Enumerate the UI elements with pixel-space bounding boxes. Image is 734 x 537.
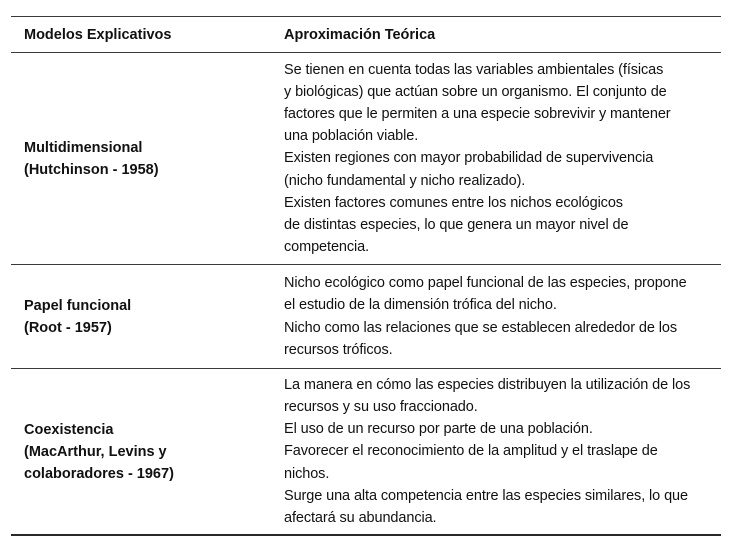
header-modelos-explicativos: Modelos Explicativos [24,26,172,43]
model-cell [11,137,273,181]
approach-text-line: una población viable. [284,128,419,145]
approach-text-line: competencia. [284,239,370,256]
approach-cell [273,374,721,529]
model-author-line: colaboradores - 1967) [24,465,174,482]
approach-text-line: factores que le permiten a una especie sobrevivir y mantener [284,105,671,122]
approach-text-line: nichos. [284,465,330,482]
table-row [11,265,721,368]
table-row [11,53,721,264]
approach-text-line: Existen regiones con mayor probabilidad de supervivencia [284,150,654,167]
model-author-line: (MacArthur, Levins y [24,443,167,460]
models-table [11,16,721,536]
approach-text-line: recursos tróficos. [284,341,393,358]
approach-text-line: (nicho fundamental y nicho realizado). [284,172,526,189]
model-cell [11,295,273,339]
approach-text-line: el estudio de la dimensión trófica del nicho. [284,297,557,314]
model-author-line: (Hutchinson - 1958) [24,161,159,178]
table-bottom-rule [11,534,721,536]
approach-text-line: y biológicas) que actúan sobre un organismo. El conjunto de [284,83,667,100]
approach-cell [273,59,721,259]
approach-text-line: Nicho como las relaciones que se establecen alrededor de los [284,319,677,336]
model-name-line: Multidimensional [24,139,143,156]
table-row [11,369,721,534]
approach-text-line: Se tienen en cuenta todas las variables ambientales (físicas [284,61,664,78]
model-name-line: Coexistencia [24,421,114,438]
approach-text-line: Nicho ecológico como papel funcional de las especies, propone [284,275,687,292]
approach-text-line: recursos y su uso fraccionado. [284,398,478,415]
approach-text-line: El uso de un recurso por parte de una población. [284,421,593,438]
approach-cell [273,272,721,361]
model-name-line: Papel funcional [24,297,132,314]
header-aproximacion-teorica: Aproximación Teórica [284,26,436,43]
approach-text-line: Existen factores comunes entre los nichos ecológicos [284,194,623,211]
approach-text-line: La manera en cómo las especies distribuyen la utilización de los [284,376,691,393]
approach-text-line: afectará su abundancia. [284,510,437,526]
model-author-line: (Root - 1957) [24,319,112,336]
approach-text-line: Favorecer el reconocimiento de la amplitud y el traslape de [284,443,658,460]
table-header [11,17,721,52]
approach-text-line: Surge una alta competencia entre las especies similares, lo que [284,487,688,504]
approach-text-line: de distintas especies, lo que genera un mayor nivel de [284,217,629,233]
model-cell [11,419,273,485]
